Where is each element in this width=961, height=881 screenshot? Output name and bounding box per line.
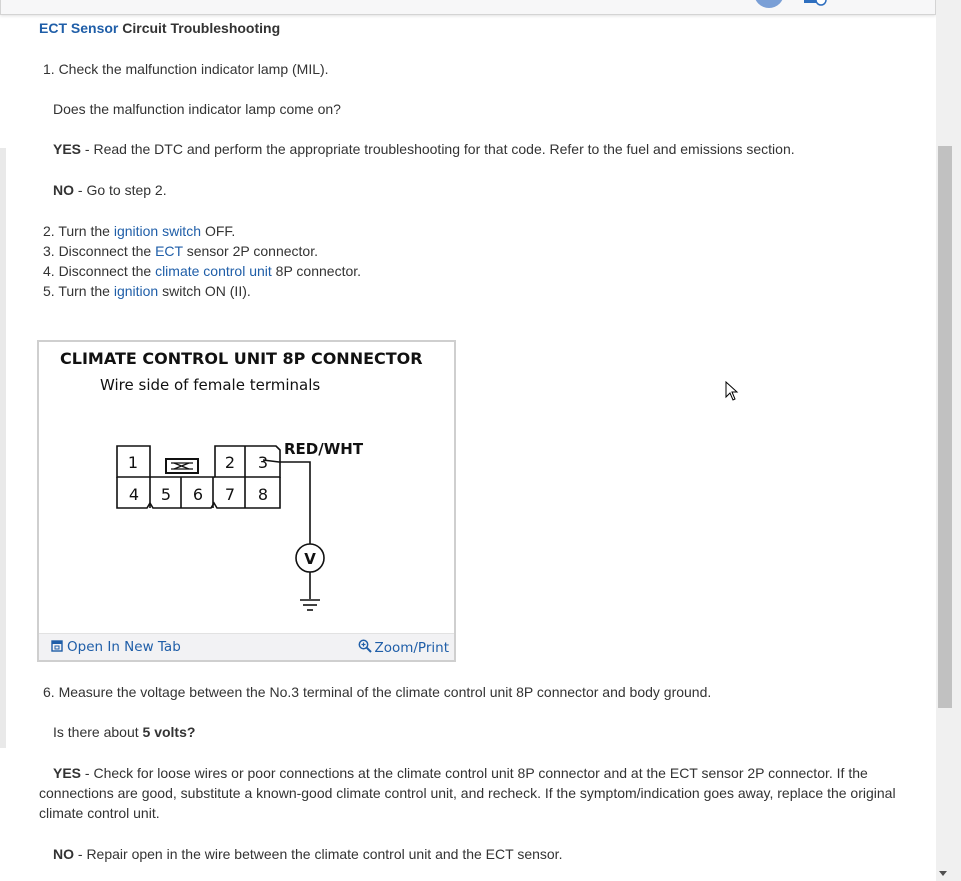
no-label: NO xyxy=(53,182,74,198)
left-panel-edge xyxy=(0,148,6,748)
ect-link[interactable]: ECT xyxy=(155,243,183,259)
step-1-yes xyxy=(53,140,795,158)
step-5-text-end: switch ON (II). xyxy=(162,283,251,299)
step-6-no xyxy=(53,845,562,863)
step-1-no xyxy=(53,181,167,199)
ect-sensor-link[interactable]: ECT Sensor xyxy=(39,20,119,36)
terminal-6: 6 xyxy=(192,485,204,504)
step-6-no-label: NO xyxy=(53,846,74,862)
connector-diagram xyxy=(39,342,454,634)
terminal-2: 2 xyxy=(224,453,236,472)
step-5-text: 5. Turn the xyxy=(43,283,110,299)
step-3-text: 3. Disconnect the xyxy=(43,243,152,259)
step-6-question-text: Is there about xyxy=(53,724,139,740)
step-6-yes-text: - Check for loose wires or poor connections at the climate control unit 8P connector and at the ECT sensor 2P connector. If the connections are good, substitute a known-good climate control unit, and recheck. If the symptom/indication goes away, replace the original climate control unit. xyxy=(39,765,896,821)
step-4-text: 4. Disconnect the xyxy=(43,263,152,279)
voltmeter-symbol: V xyxy=(304,550,316,568)
new-tab-icon xyxy=(51,640,63,652)
yes-text: - Read the DTC and perform the appropriate troubleshooting for that code. Refer to the fuel and emissions section. xyxy=(84,141,795,157)
figure-title: CLIMATE CONTROL UNIT 8P CONNECTOR xyxy=(60,349,423,368)
step-2-text: 2. Turn the xyxy=(43,223,110,239)
zoom-print-label: Zoom/Print xyxy=(374,640,449,656)
ignition-link[interactable]: ignition xyxy=(113,283,159,299)
terminal-8: 8 xyxy=(257,485,269,504)
step-4 xyxy=(43,262,361,280)
open-in-new-tab-label: Open In New Tab xyxy=(67,639,181,655)
probe-wire xyxy=(263,460,324,610)
step-1: 1. Check the malfunction indicator lamp (MIL). xyxy=(43,61,329,77)
mouse-cursor-icon xyxy=(725,381,739,401)
zoom-icon xyxy=(358,639,372,653)
wire-color-label: RED/WHT xyxy=(284,440,364,458)
top-toolbar xyxy=(0,0,936,15)
step-6-question xyxy=(53,723,195,741)
step-4-text-end: 8P connector. xyxy=(275,263,362,279)
yes-label: YES xyxy=(53,141,82,157)
scrollbar-thumb[interactable] xyxy=(938,146,952,708)
step-6: 6. Measure the voltage between the No.3 terminal of the climate control unit 8P connector and body ground. xyxy=(43,684,712,700)
page-title xyxy=(39,19,280,37)
step-3 xyxy=(43,242,318,260)
step-6-no-text: - Repair open in the wire between the climate control unit and the ECT sensor. xyxy=(77,846,563,862)
no-text: - Go to step 2. xyxy=(77,182,167,198)
step-5 xyxy=(43,282,251,300)
terminal-4: 4 xyxy=(128,485,140,504)
figure-footer xyxy=(39,633,454,660)
open-in-new-tab-link[interactable] xyxy=(51,639,181,655)
connector-figure xyxy=(37,340,456,662)
terminal-3: 3 xyxy=(257,453,269,472)
terminal-1: 1 xyxy=(127,453,139,472)
scroll-down-arrow-icon[interactable] xyxy=(939,871,947,876)
step-2 xyxy=(43,222,235,240)
page-title-text: Circuit Troubleshooting xyxy=(122,20,281,36)
climate-control-unit-link[interactable]: climate control unit xyxy=(155,263,272,279)
step-1-question: Does the malfunction indicator lamp come on? xyxy=(53,101,341,117)
step-6-yes xyxy=(39,763,924,823)
terminal-5: 5 xyxy=(160,485,172,504)
step-3-text-end: sensor 2P connector. xyxy=(186,243,318,259)
notification-icon[interactable] xyxy=(803,0,827,6)
step-6-yes-label: YES xyxy=(53,765,82,781)
step-2-text-end: OFF. xyxy=(204,223,236,239)
step-6-question-bold: 5 volts? xyxy=(142,724,196,740)
ignition-switch-link[interactable]: ignition switch xyxy=(113,223,201,239)
zoom-print-link[interactable] xyxy=(358,639,449,656)
figure-subtitle: Wire side of female terminals xyxy=(100,376,321,394)
terminal-7: 7 xyxy=(224,485,236,504)
